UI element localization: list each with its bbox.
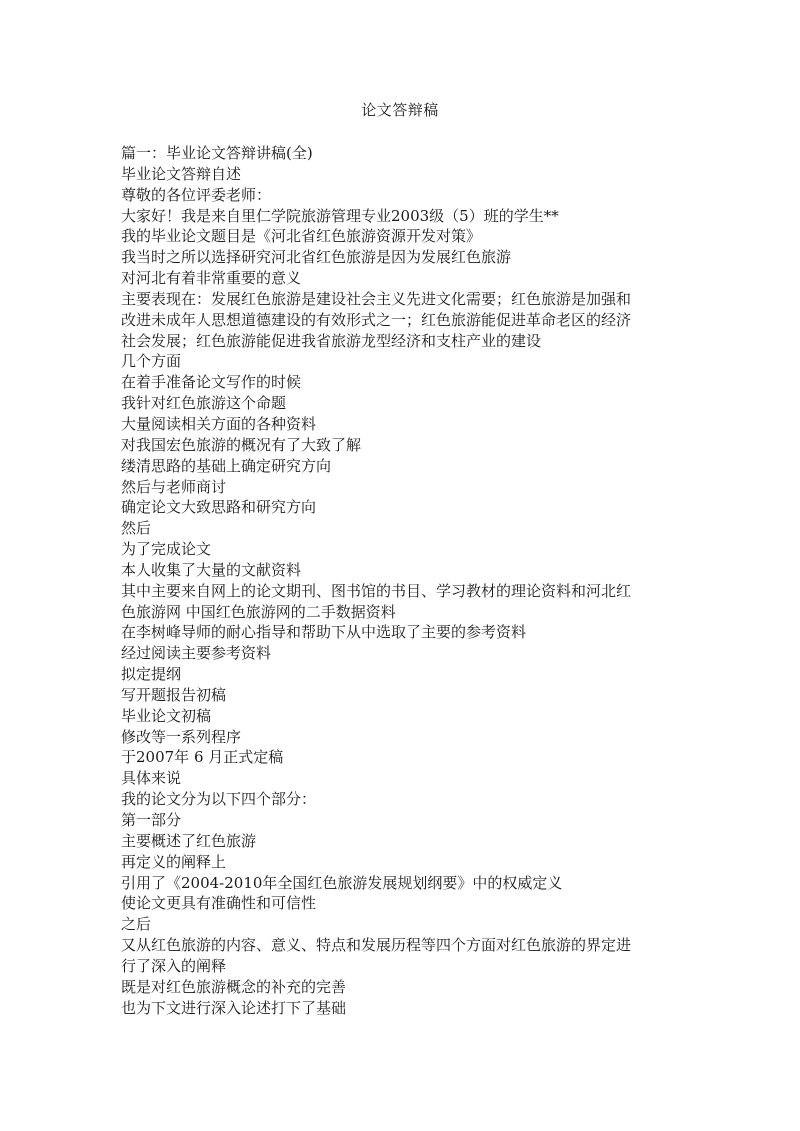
text-line: 篇一：毕业论文答辩讲稿(全)	[121, 144, 313, 162]
text-line: 在李树峰导师的耐心指导和帮助下从中选取了主要的参考资料	[121, 623, 527, 642]
text-line: 之后	[121, 915, 152, 934]
document-title: 论文答辩稿	[361, 101, 439, 119]
text-line: 改进未成年人思想道德建设的有效形式之一；红色旅游能促进革命老区的经济	[121, 310, 632, 329]
text-line: 大量阅读相关方面的各种资料	[121, 414, 317, 433]
text-line: 又从红色旅游的内容、意义、特点和发展历程等四个方面对红色旅游的界定进	[121, 936, 632, 955]
text-line: 修改等一系列程序	[121, 727, 242, 746]
text-line: 再定义的阐释上	[121, 852, 227, 871]
text-line: 色旅游网 中国红色旅游网的二手数据资料	[121, 602, 396, 621]
text-line: 我的论文分为以下四个部分：	[121, 790, 317, 809]
text-line: 我当时之所以选择研究河北省红色旅游是因为发展红色旅游	[121, 248, 512, 267]
text-line: 既是对红色旅游概念的补充的完善	[121, 977, 347, 996]
document-body	[121, 143, 681, 1018]
text-line: 为了完成论文	[121, 540, 212, 559]
text-line: 毕业论文初稿	[121, 706, 212, 725]
text-line: 于2007年 6 月正式定稿	[121, 748, 284, 767]
text-line: 行了深入的阐释	[121, 956, 227, 975]
text-line: 社会发展；红色旅游能促进我省旅游龙型经济和支柱产业的建设	[121, 331, 542, 350]
text-line: 对我国宏色旅游的概况有了大致了解	[121, 435, 362, 454]
text-line: 具体来说	[121, 769, 182, 788]
text-line: 引用了《2004-2010年全国红色旅游发展规划纲要》中的权威定义	[121, 873, 563, 892]
text-line: 我的毕业论文题目是《河北省红色旅游资源开发对策》	[121, 227, 482, 246]
text-line: 写开题报告初稿	[121, 685, 227, 704]
text-line: 其中主要来自网上的论文期刊、图书馆的书目、学习教材的理论资料和河北红	[121, 581, 632, 600]
text-line: 然后与老师商讨	[121, 477, 227, 496]
text-line: 主要表现在：发展红色旅游是建设社会主义先进文化需要；红色旅游是加强和	[121, 289, 632, 308]
text-line: 缕清思路的基础上确定研究方向	[121, 456, 332, 475]
text-line: 经过阅读主要参考资料	[121, 644, 272, 663]
text-line: 在着手准备论文写作的时候	[121, 373, 302, 392]
text-line: 使论文更具有准确性和可信性	[121, 894, 317, 913]
text-line: 本人收集了大量的文献资料	[121, 560, 302, 579]
text-line: 毕业论文答辩自述	[121, 164, 242, 183]
text-line: 大家好！我是来自里仁学院旅游管理专业2003级（5）班的学生**	[121, 206, 559, 225]
text-line: 确定论文大致思路和研究方向	[121, 498, 317, 517]
text-line: 第一部分	[121, 811, 182, 829]
text-line: 尊敬的各位评委老师：	[121, 185, 272, 204]
text-line: 主要概述了红色旅游	[121, 831, 257, 850]
text-line: 几个方面	[121, 352, 182, 371]
text-line: 拟定提纲	[121, 665, 182, 684]
text-line: 然后	[121, 519, 152, 538]
text-line: 对河北有着非常重要的意义	[121, 269, 302, 288]
text-line: 也为下文进行深入论述打下了基础	[121, 998, 347, 1017]
text-line: 我针对红色旅游这个命题	[121, 394, 287, 413]
